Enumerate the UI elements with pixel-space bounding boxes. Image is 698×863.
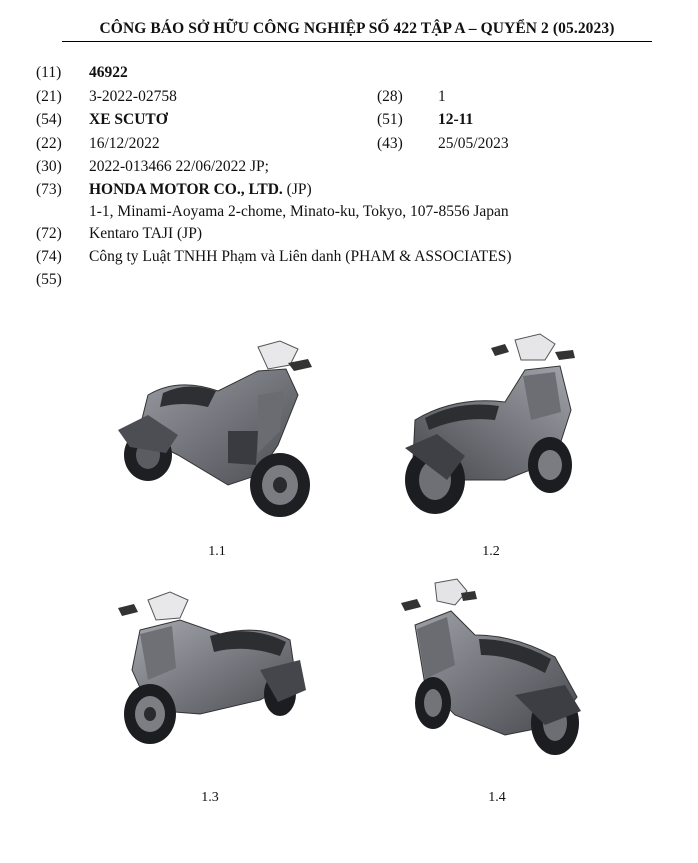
field-code: (28) — [377, 88, 403, 105]
scooter-front-left-view-icon — [108, 335, 323, 520]
locarno-class: 12-11 — [438, 111, 474, 128]
designer: Kentaro TAJI (JP) — [89, 225, 202, 242]
representative: Công ty Luật TNHH Phạm và Liên danh (PHAM & ASSOCIATES) — [89, 248, 512, 265]
field-code: (74) — [36, 248, 62, 265]
field-code: (22) — [36, 135, 62, 152]
owner-country: (JP) — [282, 181, 312, 198]
figure-caption: 1.3 — [201, 790, 219, 805]
owner-name: HONDA MOTOR CO., LTD. — [89, 181, 283, 198]
field-code: (73) — [36, 181, 62, 198]
field-code: (54) — [36, 111, 62, 128]
field-code: (11) — [36, 64, 62, 81]
design-count: 1 — [438, 88, 446, 105]
field-code: (30) — [36, 158, 62, 175]
field-code: (21) — [36, 88, 62, 105]
field-code: (51) — [377, 111, 403, 128]
field-code: (43) — [377, 135, 403, 152]
registration-number: 46922 — [89, 64, 128, 81]
owner-address: 1-1, Minami-Aoyama 2-chome, Minato-ku, Tokyo, 107-8556 Japan — [89, 203, 509, 220]
gazette-header: CÔNG BÁO SỞ HỮU CÔNG NGHIỆP SỐ 422 TẬP A – QUYỂN 2 (05.2023) — [62, 20, 652, 42]
field-code: (55) — [36, 271, 62, 288]
figure-caption: 1.4 — [488, 790, 506, 805]
scooter-rear-left-view-icon — [395, 575, 590, 767]
priority-data: 2022-013466 22/06/2022 JP; — [89, 158, 269, 175]
application-number: 3-2022-02758 — [89, 88, 177, 105]
scooter-front-right-view-icon — [110, 590, 310, 758]
scooter-rear-right-view-icon — [395, 330, 595, 522]
publication-date: 25/05/2023 — [438, 135, 509, 152]
figure-caption: 1.2 — [482, 544, 500, 559]
figure-caption: 1.1 — [208, 544, 226, 559]
field-code: (72) — [36, 225, 62, 242]
filing-date: 16/12/2022 — [89, 135, 160, 152]
design-title: XE SCUTƠ — [89, 111, 168, 128]
